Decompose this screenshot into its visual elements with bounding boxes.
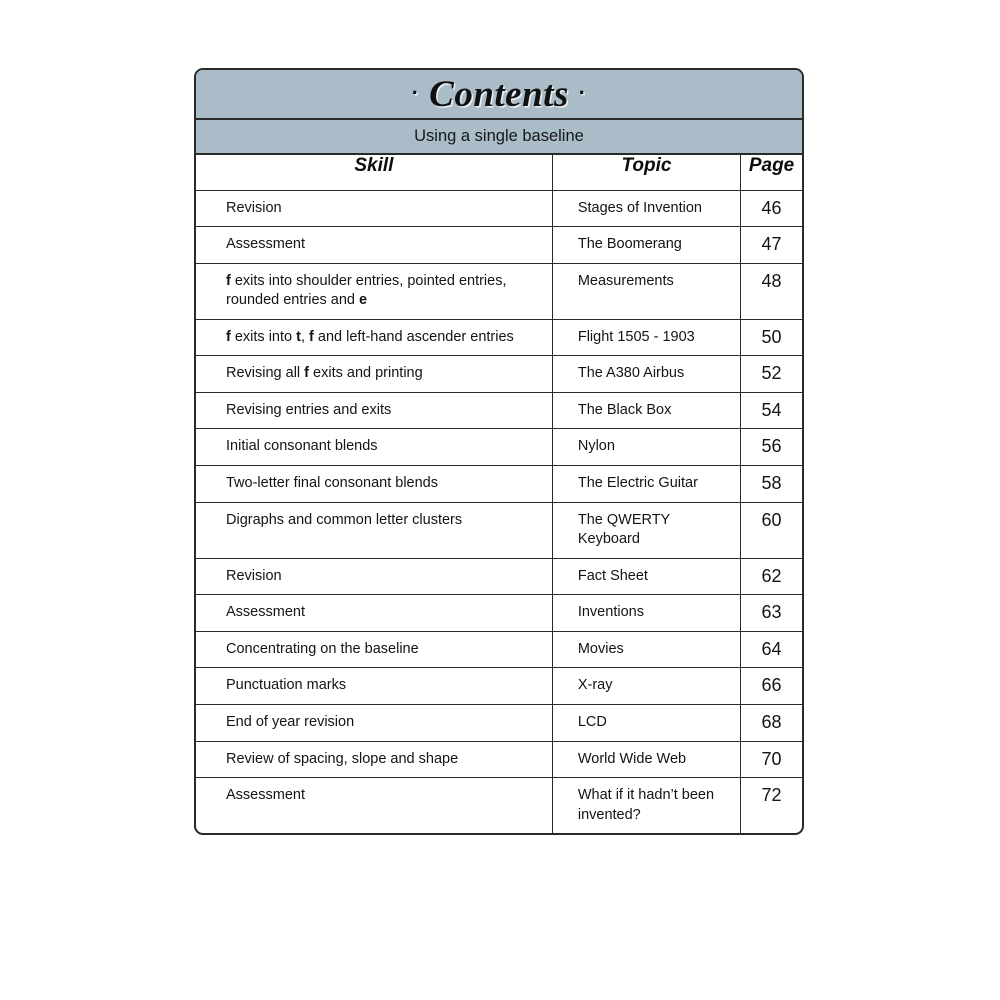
cell-page: 62	[741, 558, 802, 595]
cell-skill: Punctuation marks	[196, 668, 552, 705]
cell-skill: Two-letter final consonant blends	[196, 466, 552, 503]
table-row	[196, 502, 802, 558]
table-body	[196, 190, 802, 833]
cell-topic: LCD	[552, 704, 740, 741]
cell-skill: Review of spacing, slope and shape	[196, 741, 552, 778]
contents-card	[194, 68, 804, 835]
cell-topic: The Boomerang	[552, 227, 740, 264]
cell-page: 48	[741, 263, 802, 319]
cell-page: 46	[741, 190, 802, 227]
cell-skill: Assessment	[226, 787, 305, 804]
cell-page: 63	[741, 595, 802, 632]
cell-page: 68	[741, 704, 802, 741]
contents-subtitle-band	[196, 120, 802, 155]
column-header-page: Page	[741, 155, 802, 190]
cell-page: 56	[741, 429, 802, 466]
column-header-skill: Skill	[196, 155, 552, 190]
cell-topic: The Electric Guitar	[552, 466, 740, 503]
cell-topic: What if it hadn’t been invented?	[552, 778, 740, 834]
cell-topic: Measurements	[552, 263, 740, 319]
cell-page: 52	[741, 356, 802, 393]
cell-page: 70	[741, 741, 802, 778]
title-label: Contents	[429, 73, 569, 115]
cell-skill: Revision	[196, 190, 552, 227]
cell-topic: X-ray	[552, 668, 740, 705]
table-row	[196, 778, 802, 834]
title-dot-left-icon: ·	[411, 80, 420, 106]
cell-skill: Revising entries and exits	[196, 392, 552, 429]
table-row	[196, 227, 802, 264]
cell-page: 58	[741, 466, 802, 503]
page-title	[411, 73, 587, 115]
cell-topic: Fact Sheet	[552, 558, 740, 595]
table-header	[196, 155, 802, 190]
cell-topic: Inventions	[552, 595, 740, 632]
table-row	[196, 429, 802, 466]
contents-table	[196, 155, 802, 833]
cell-skill: Revising all f exits and printing	[196, 356, 552, 393]
table-row	[196, 392, 802, 429]
cell-page: 47	[741, 227, 802, 264]
table-row	[196, 263, 802, 319]
table-row	[196, 356, 802, 393]
table-row	[196, 704, 802, 741]
cell-page: 50	[741, 319, 802, 356]
cell-skill: Concentrating on the baseline	[196, 631, 552, 668]
cell-topic: World Wide Web	[552, 741, 740, 778]
table-row	[196, 466, 802, 503]
cell-topic: Nylon	[552, 429, 740, 466]
table-row	[196, 741, 802, 778]
cell-skill: Digraphs and common letter clusters	[196, 502, 552, 558]
table-row	[196, 319, 802, 356]
table-header-row	[196, 155, 802, 190]
cell-topic: The A380 Airbus	[552, 356, 740, 393]
cell-topic: Flight 1505 - 1903	[552, 319, 740, 356]
cell-page: 64	[741, 631, 802, 668]
cell-skill: Assessment	[196, 595, 552, 632]
table-row	[196, 668, 802, 705]
column-header-topic: Topic	[552, 155, 740, 190]
title-dot-right-icon: ·	[578, 80, 587, 106]
table-row	[196, 631, 802, 668]
cell-skill: f exits into t, f and left-hand ascender entries	[196, 319, 552, 356]
cell-topic: The QWERTY Keyboard	[552, 502, 740, 558]
cell-page: 72	[741, 778, 802, 834]
cell-skill: f exits into shoulder entries, pointed entries, rounded entries and e	[196, 263, 552, 319]
cell-page: 60	[741, 502, 802, 558]
cell-skill: Assessment	[196, 227, 552, 264]
contents-title-band	[196, 70, 802, 120]
cell-topic: The Black Box	[552, 392, 740, 429]
cell-page: 66	[741, 668, 802, 705]
cell-skill: Initial consonant blends	[196, 429, 552, 466]
table-row	[196, 595, 802, 632]
cell-topic: Movies	[552, 631, 740, 668]
cell-skill: End of year revision	[196, 704, 552, 741]
cell-skill: Revision	[196, 558, 552, 595]
cell-topic: Stages of Invention	[552, 190, 740, 227]
table-row	[196, 558, 802, 595]
cell-page: 54	[741, 392, 802, 429]
subtitle-label: Using a single baseline	[414, 127, 584, 146]
table-row	[196, 190, 802, 227]
